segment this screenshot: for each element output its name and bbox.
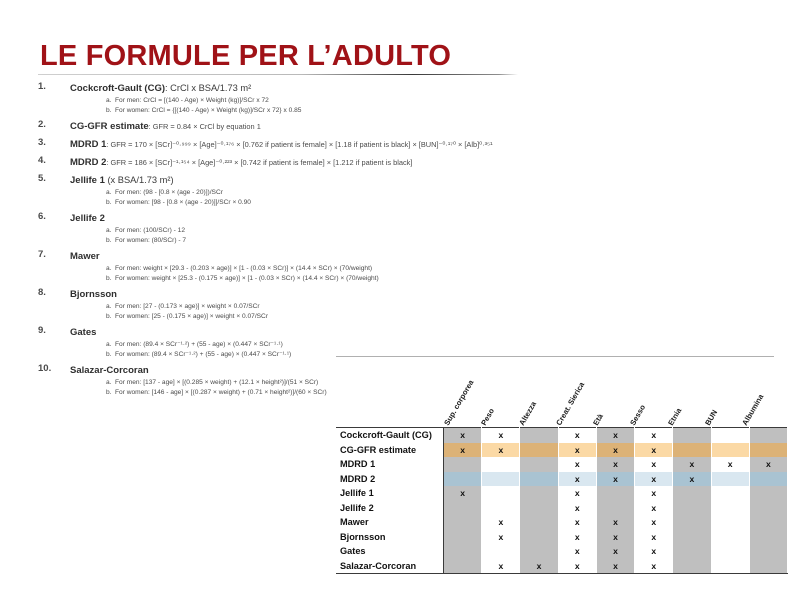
- formula-number: 10.: [38, 363, 52, 374]
- matrix-cell: [520, 486, 558, 501]
- formula-expression: (x BSA/1.73 m²): [104, 175, 174, 185]
- formula-sub-item: [38, 264, 558, 274]
- matrix-cell: [749, 501, 787, 516]
- matrix-cell: [520, 544, 558, 559]
- matrix-cell: x: [673, 457, 711, 472]
- matrix-cell: [444, 559, 482, 574]
- matrix-cell: x: [482, 559, 520, 574]
- matrix-cell: x: [444, 443, 482, 458]
- formula-sub-item: [38, 106, 558, 116]
- formula-number: 4.: [38, 155, 46, 166]
- table-row: [336, 501, 787, 516]
- matrix-cell: x: [596, 443, 634, 458]
- matrix-column-header: Albumina: [740, 392, 766, 427]
- formula-item: [38, 210, 558, 245]
- matrix-cell: x: [596, 428, 634, 443]
- matrix-cell: [711, 515, 749, 530]
- matrix-row-label: MDRD 2: [336, 472, 444, 487]
- matrix-cell: [711, 443, 749, 458]
- matrix-cell: [749, 472, 787, 487]
- matrix-cell: [749, 559, 787, 574]
- formula-sub-letter: a.: [106, 265, 112, 272]
- matrix-cell: [444, 544, 482, 559]
- matrix-cell: x: [558, 515, 596, 530]
- formula-sub-text: For men: [137 - age] × [(0.285 × weight) + (12.1 × height²)]/(51 × SCr): [115, 379, 319, 386]
- formula-sub-text: For women: (89.4 × SCr⁻¹·²) + (55 - age) × (0.447 × SCr⁻¹·¹): [115, 350, 292, 358]
- matrix-column-header: BUN: [702, 408, 719, 427]
- matrix-row-label: Jellife 1: [336, 486, 444, 501]
- matrix-cell: [520, 457, 558, 472]
- matrix-cell: x: [482, 443, 520, 458]
- formula-sub-item: [38, 96, 558, 106]
- matrix-cell: [749, 486, 787, 501]
- formula-name: Salazar-Corcoran: [70, 365, 149, 376]
- matrix-row-label: Cockcroft-Gault (CG): [336, 428, 444, 443]
- matrix-cell: [749, 515, 787, 530]
- formula-sub-text: For men: (100/SCr) - 12: [115, 227, 185, 234]
- formula-heading: [38, 154, 558, 169]
- matrix-cell: [520, 501, 558, 516]
- matrix-row-label: Jellife 2: [336, 501, 444, 516]
- formula-sub-item: [38, 236, 558, 246]
- matrix-cell: [711, 472, 749, 487]
- formula-sub-text: For women: [98 - [0.8 × (age - 20)]]/SCr × 0.90: [115, 198, 251, 206]
- matrix-cell: [673, 530, 711, 545]
- formula-expression: : GFR = 0.84 × CrCl by equation 1: [148, 122, 261, 131]
- matrix-cell: [596, 501, 634, 516]
- matrix-cell: x: [558, 544, 596, 559]
- matrix-cell: x: [596, 472, 634, 487]
- matrix-cell: x: [558, 530, 596, 545]
- formula-heading: [38, 136, 558, 151]
- formula-name: Jellife 1: [70, 175, 105, 186]
- formula-item: [38, 172, 558, 207]
- formula-sub-list: [38, 188, 558, 207]
- formula-sub-letter: b.: [106, 236, 112, 244]
- matrix-cell: x: [520, 559, 558, 574]
- formula-sub-text: For women: [146 - age] × [(0.287 × weight) + (0.71 × height²)]/(60 × SCr): [115, 388, 327, 396]
- matrix-cell: [673, 443, 711, 458]
- formula-number: 1.: [38, 81, 46, 92]
- matrix-cell: x: [558, 486, 596, 501]
- matrix-row-label: CG-GFR estimate: [336, 443, 444, 458]
- formula-sub-list: [38, 96, 558, 115]
- matrix-row-label: MDRD 1: [336, 457, 444, 472]
- formula-number: 9.: [38, 325, 46, 336]
- table-row: [336, 544, 787, 559]
- formula-heading: [38, 172, 558, 187]
- formula-sub-letter: b.: [106, 198, 112, 206]
- matrix-cell: x: [482, 515, 520, 530]
- formula-sub-letter: a.: [106, 303, 112, 310]
- matrix-cell: [444, 457, 482, 472]
- table-row: [336, 472, 787, 487]
- formula-name: Cockcroft-Gault (CG): [70, 83, 165, 94]
- formula-heading: [38, 118, 558, 133]
- matrix-cell: [520, 443, 558, 458]
- matrix-cell: [673, 515, 711, 530]
- formula-number: 2.: [38, 119, 46, 130]
- matrix-cell: x: [635, 559, 673, 574]
- formula-sub-letter: a.: [106, 97, 112, 104]
- table-row: [336, 486, 787, 501]
- matrix-cell: [444, 501, 482, 516]
- table-row: [336, 428, 787, 443]
- formula-sub-text: For men: CrCl = [(140 - Age) × Weight (kg)]/SCr x 72: [115, 97, 269, 104]
- matrix-cell: x: [444, 486, 482, 501]
- formula-heading: [38, 248, 558, 263]
- matrix-cell: x: [635, 457, 673, 472]
- matrix-cell: [520, 530, 558, 545]
- matrix-cell: x: [635, 544, 673, 559]
- formula-heading: [38, 80, 558, 95]
- matrix-row-label: Salazar-Corcoran: [336, 559, 444, 574]
- formula-heading: [38, 324, 558, 339]
- formula-sub-item: [38, 302, 558, 312]
- matrix-cell: [749, 443, 787, 458]
- formula-expression: : CrCl x BSA/1.73 m²: [165, 83, 252, 93]
- formula-name: Jellife 2: [70, 213, 105, 224]
- formula-sub-letter: b.: [106, 106, 112, 114]
- matrix-cell: [673, 501, 711, 516]
- formula-sub-text: For men: (89.4 × SCr⁻¹·²) + (55 - age) × (0.447 × SCr⁻¹·¹): [115, 341, 283, 348]
- matrix-row-label: Mawer: [336, 515, 444, 530]
- formula-heading: [38, 210, 558, 225]
- formula-sub-text: For women: [25 - (0.175 × age)] × weight × 0.07/SCr: [115, 312, 269, 320]
- formula-sub-letter: a.: [106, 379, 112, 386]
- formula-item: [38, 80, 558, 115]
- matrix-cell: x: [596, 559, 634, 574]
- matrix-cell: x: [673, 472, 711, 487]
- matrix-cell: [444, 515, 482, 530]
- matrix-cell: x: [635, 472, 673, 487]
- formula-number: 5.: [38, 173, 46, 184]
- formula-sub-text: For men: [27 - (0.173 × age)] × weight × 0.07/SCr: [115, 303, 260, 310]
- formula-name: Gates: [70, 327, 97, 338]
- formula-sub-letter: a.: [106, 341, 112, 348]
- formula-heading: [38, 286, 558, 301]
- matrix-column-header: Altezza: [516, 399, 538, 427]
- matrix-cell: x: [635, 530, 673, 545]
- formula-sub-letter: b.: [106, 274, 112, 282]
- matrix-cell: [673, 486, 711, 501]
- formula-sub-text: For women: weight × [25.3 - (0.175 × age)] × [1 - (0.03 × SCr) × (14.4 × SCr) × (70/weight): [115, 274, 379, 282]
- matrix-column-header: Etnia: [665, 406, 683, 427]
- matrix-cell: x: [635, 428, 673, 443]
- matrix-cell: [673, 559, 711, 574]
- formula-item: [38, 286, 558, 321]
- formula-name: MDRD 2: [70, 157, 107, 168]
- matrix-cell: [520, 472, 558, 487]
- matrix-cell: x: [749, 457, 787, 472]
- matrix-row-label: Bjornsson: [336, 530, 444, 545]
- matrix-row-label: Gates: [336, 544, 444, 559]
- formula-item: [38, 324, 558, 359]
- matrix-cell: [482, 501, 520, 516]
- matrix-cell: x: [558, 428, 596, 443]
- matrix-cell: [482, 457, 520, 472]
- matrix-column-header: Sesso: [628, 403, 648, 427]
- matrix-column-header: Sup. corporea: [442, 378, 476, 427]
- formula-number: 7.: [38, 249, 46, 260]
- formula-sub-list: [38, 226, 558, 245]
- matrix-cell: [444, 530, 482, 545]
- formula-sub-item: [38, 226, 558, 236]
- formula-sub-list: [38, 264, 558, 283]
- matrix-cell: x: [558, 443, 596, 458]
- formula-number: 3.: [38, 137, 46, 148]
- matrix-cell: [520, 515, 558, 530]
- matrix-cell: x: [558, 501, 596, 516]
- matrix-cell: [482, 544, 520, 559]
- formula-sub-item: [38, 198, 558, 208]
- matrix-cell: [711, 501, 749, 516]
- matrix-column-header: Creat. Sierica: [554, 380, 587, 427]
- matrix-cell: [482, 472, 520, 487]
- matrix-cell: [749, 544, 787, 559]
- formula-name: CG-GFR estimate: [70, 121, 149, 132]
- formula-sub-text: For men: weight × [29.3 - (0.203 × age)] × [1 - (0.03 × SCr)] × (14.4 × SCr) × (70/weight): [115, 265, 373, 272]
- formula-expression: : GFR = 186 × [SCr]⁻¹·¹⁵⁴ × [Age]⁻⁰·²²³ × [0.742 if patient is female] × [1.212 if patient is black]: [106, 158, 413, 167]
- formula-sub-item: [38, 188, 558, 198]
- matrix-cell: [749, 428, 787, 443]
- matrix-cell: [444, 472, 482, 487]
- matrix-cell: x: [596, 530, 634, 545]
- matrix-cell: [749, 530, 787, 545]
- formula-sub-text: For women: CrCl = {[(140 - Age) × Weight (kg)]/SCr x 72} x 0.85: [115, 106, 302, 114]
- formula-sub-letter: b.: [106, 388, 112, 396]
- matrix-column-header: Età: [591, 412, 605, 427]
- matrix-table: [336, 427, 788, 574]
- matrix-cell: x: [635, 501, 673, 516]
- matrix-cell: [711, 428, 749, 443]
- matrix-cell: x: [596, 515, 634, 530]
- formula-item: [38, 154, 558, 169]
- matrix-cell: x: [635, 443, 673, 458]
- formula-number: 6.: [38, 211, 46, 222]
- matrix-cell: [482, 486, 520, 501]
- matrix-cell: [711, 486, 749, 501]
- formula-sub-item: [38, 312, 558, 322]
- matrix-column-header: Peso: [479, 406, 497, 427]
- table-row: [336, 515, 787, 530]
- formula-sub-item: [38, 274, 558, 284]
- formula-sub-item: [38, 340, 558, 350]
- formula-item: [38, 136, 558, 151]
- formula-name: Bjornsson: [70, 289, 117, 300]
- matrix-cell: x: [596, 457, 634, 472]
- formula-sub-letter: b.: [106, 350, 112, 358]
- matrix-cell: x: [482, 428, 520, 443]
- table-row: [336, 530, 787, 545]
- matrix-top-divider: [336, 356, 774, 357]
- matrix-cell: x: [596, 544, 634, 559]
- matrix-cell: [520, 428, 558, 443]
- formula-sub-text: For men: (98 - [0.8 × (age - 20)])/SCr: [115, 189, 223, 196]
- matrix-cell: x: [558, 472, 596, 487]
- matrix-cell: [711, 530, 749, 545]
- formula-sub-list: [38, 302, 558, 321]
- page-title: LE FORMULE PER L’ADULTO: [40, 40, 452, 72]
- matrix-cell: x: [444, 428, 482, 443]
- table-row: [336, 457, 787, 472]
- formula-item: [38, 248, 558, 283]
- parameters-matrix: [336, 356, 774, 574]
- formula-sub-letter: a.: [106, 227, 112, 234]
- matrix-cell: [673, 428, 711, 443]
- matrix-cell: [711, 544, 749, 559]
- formula-name: Mawer: [70, 251, 100, 262]
- matrix-cell: [711, 559, 749, 574]
- formula-sub-text: For women: (80/SCr) - 7: [115, 236, 187, 244]
- matrix-cell: x: [635, 486, 673, 501]
- matrix-cell: x: [558, 457, 596, 472]
- matrix-cell: x: [482, 530, 520, 545]
- matrix-cell: x: [558, 559, 596, 574]
- formula-sub-letter: b.: [106, 312, 112, 320]
- matrix-cell: [673, 544, 711, 559]
- formula-item: [38, 118, 558, 133]
- matrix-cell: x: [711, 457, 749, 472]
- formula-expression: : GFR = 170 × [SCr]⁻⁰·⁹⁹⁹ × [Age]⁻⁰·¹⁷⁶ × [0.762 if patient is female] × [1.18 if patient is black] × [BUN]⁻⁰·¹⁷⁰ × [Alb]⁰·³⁵¹: [106, 140, 493, 149]
- title-divider: [38, 74, 518, 75]
- formula-sub-letter: a.: [106, 189, 112, 196]
- formula-name: MDRD 1: [70, 139, 107, 150]
- table-row: [336, 443, 787, 458]
- formula-number: 8.: [38, 287, 46, 298]
- table-row: [336, 559, 787, 574]
- matrix-cell: x: [635, 515, 673, 530]
- formula-list: [38, 80, 558, 400]
- matrix-cell: [596, 486, 634, 501]
- matrix-column-headers: [336, 361, 774, 427]
